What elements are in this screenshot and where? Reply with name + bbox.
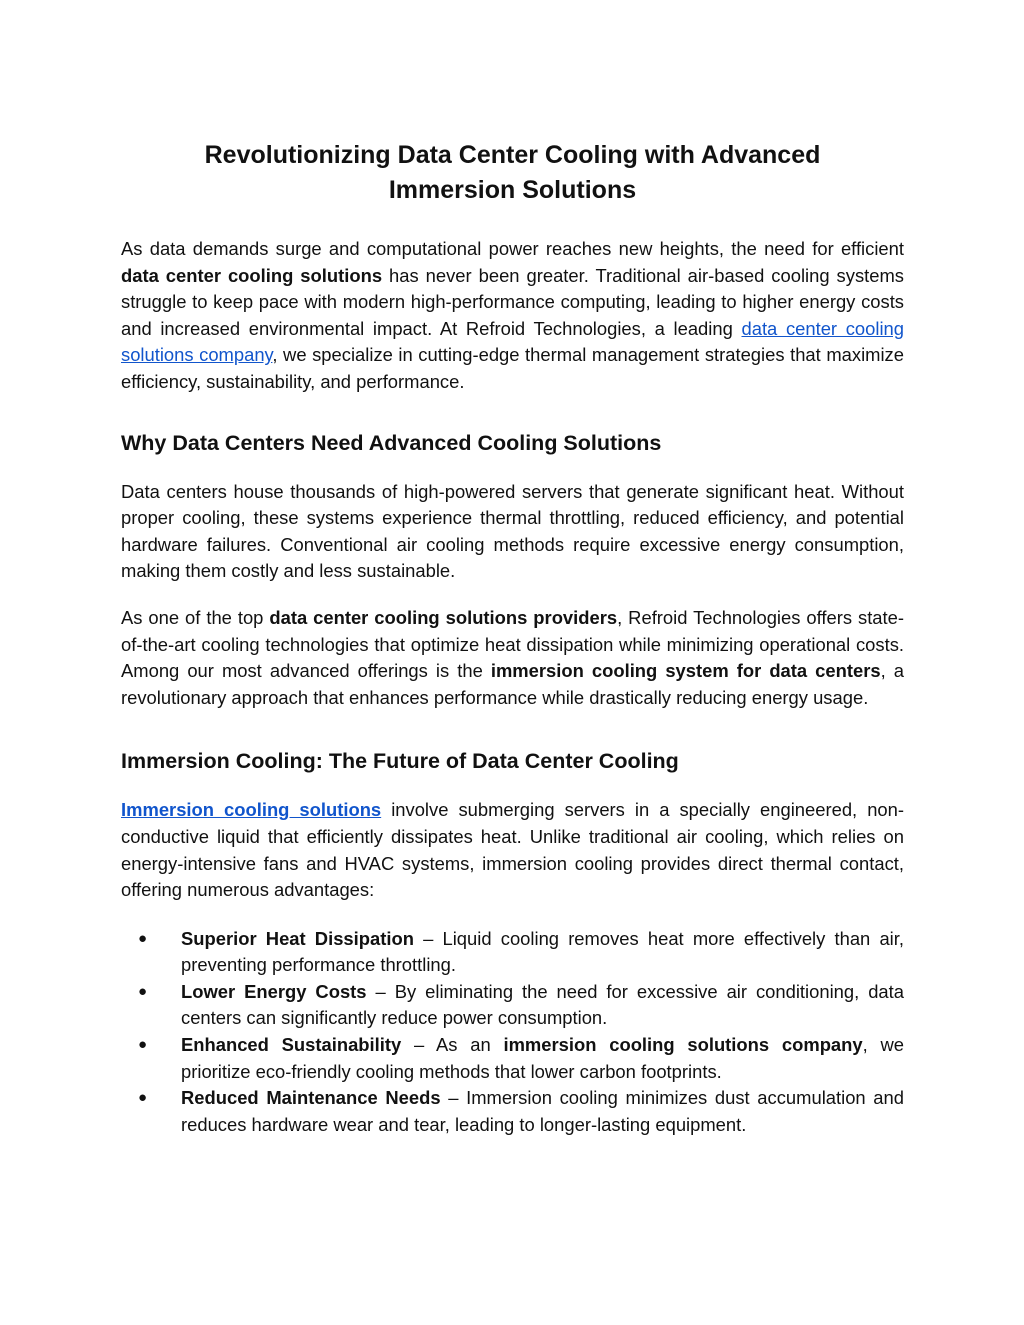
bullet-icon: ● <box>138 1036 148 1054</box>
s1p2-text-3: , a revolutionary approach that enhances performance while drastically reducing energy usage. <box>121 660 904 708</box>
intro-text-1: As data demands surge and computational power reaches new heights, the need for efficient <box>121 238 904 259</box>
company-link[interactable]: data center cooling solutions company <box>121 317 904 366</box>
immersion-link[interactable]: Immersion cooling solutions <box>121 799 382 821</box>
bullet-icon: ● <box>138 929 148 947</box>
bullet-icon: ● <box>138 982 148 1000</box>
section1-heading: Why Data Centers Need Advanced Cooling Solutions <box>121 430 662 455</box>
section2-paragraph-1 <box>121 797 904 903</box>
list-item-text: – Liquid cooling removes heat more effectively than air, preventing performance throttling. <box>181 927 904 976</box>
title-line-2: Immersion Solutions <box>388 176 637 204</box>
document-title <box>121 138 904 208</box>
list-item <box>121 979 904 1032</box>
bullet-icon: ● <box>138 1089 148 1107</box>
list-item-bold-2: immersion cooling solutions company <box>503 1034 863 1056</box>
list-item-bold: Lower Energy Costs <box>181 980 367 1002</box>
intro-paragraph <box>121 236 904 396</box>
list-item <box>121 1085 904 1138</box>
list-item-text: – As an <box>401 1034 504 1056</box>
document-page <box>121 138 904 1138</box>
title-line-1: Revolutionizing Data Center Cooling with Advanced <box>204 141 821 169</box>
list-item-bold: Reduced Maintenance Needs <box>181 1087 441 1109</box>
s2p1-text-1: involve submerging servers in a specially engineered, non-conductive liquid that efficiently dissipates heat. Unlike traditional air cooling, which relies on energy-intensive fans and HVAC systems, immersion cooling provides direct thermal contact, offering numerous advantages: <box>121 799 904 901</box>
s1p2-text-1: As one of the top <box>121 606 270 628</box>
s1p2-bold-2: immersion cooling system for data centers <box>490 660 881 682</box>
s1p2-bold-1: data center cooling solutions providers <box>269 606 618 628</box>
list-item-text: – Immersion cooling minimizes dust accumulation and reduces hardware wear and tear, leading to longer-lasting equipment. <box>181 1087 904 1135</box>
list-item-text-2: , we prioritize eco-friendly cooling methods that lower carbon footprints. <box>181 1034 905 1082</box>
section2-heading: Immersion Cooling: The Future of Data Center Cooling <box>121 749 679 774</box>
section1-paragraph-1: Data centers house thousands of high-powered servers that generate significant heat. Without proper cooling, these systems experience thermal throttling, reduced efficiency, and potential hardware failures. Conventional air cooling methods require excessive energy consumption, making them costly and less sustainable. <box>121 480 904 582</box>
list-item <box>121 926 904 979</box>
list-item-bold: Enhanced Sustainability <box>181 1034 402 1056</box>
intro-text-3: , we specialize in cutting-edge thermal management strategies that maximize efficiency, sustainability, and performance. <box>121 344 904 392</box>
list-item-bold: Superior Heat Dissipation <box>181 927 414 949</box>
list-item <box>121 1032 904 1085</box>
s1p2-text-2: , Refroid Technologies offers state-of-the-art cooling technologies that optimize heat dissipation while minimizing operational costs. Among our most advanced offerings is the <box>121 606 904 682</box>
section1-paragraph-2 <box>121 605 904 711</box>
list-item-text: – By eliminating the need for excessive air conditioning, data centers can significantly reduce power consumption. <box>181 980 904 1029</box>
intro-text-2: has never been greater. Traditional air-based cooling systems struggle to keep pace with modern high-performance computing, leading to higher energy costs and increased environmental impact. At Refroid Technologies, a leading <box>121 264 904 339</box>
advantages-list <box>121 926 904 1139</box>
intro-bold-1: data center cooling solutions <box>121 264 383 286</box>
